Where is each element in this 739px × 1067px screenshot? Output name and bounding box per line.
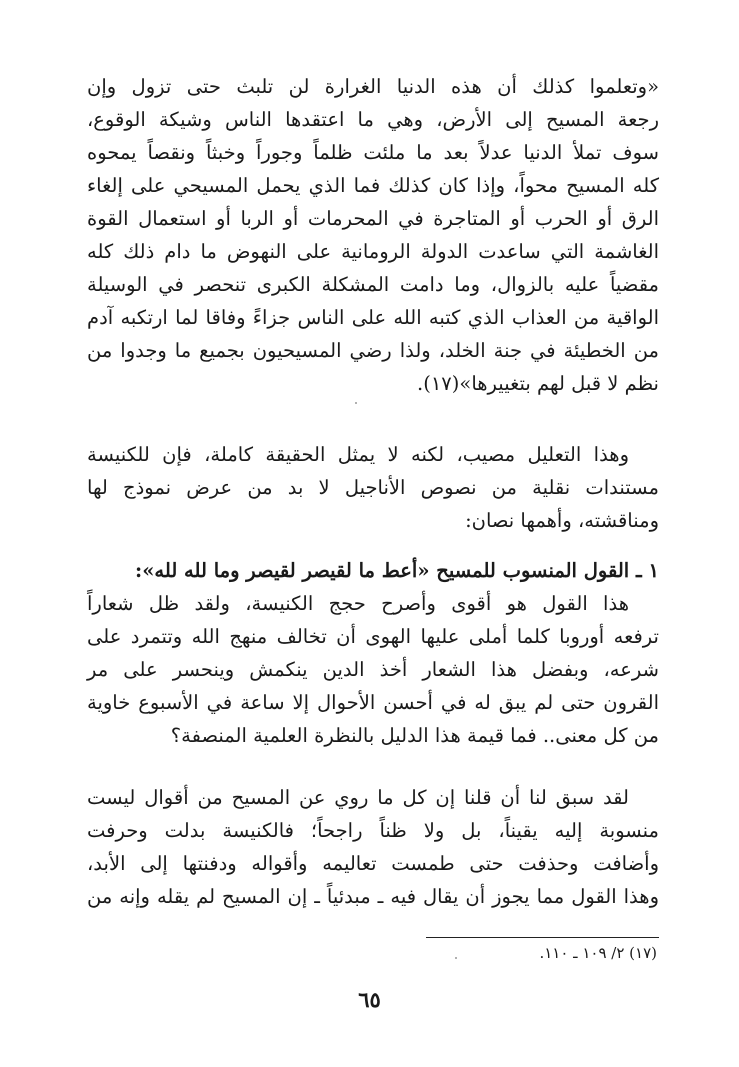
text-line: شرعه، وبفضل هذا الشعار أخذ الدين ينكمش وينحسر على مر (87, 658, 659, 681)
text-line: رجعة المسيح إلى الأرض، وهي ما اعتقدها الناس وشيكة الوقوع، (87, 108, 659, 131)
text-line: ترفعه أوروبا كلما أملى عليها الهوى أن تخالف منهج الله وتتمرد على (87, 625, 659, 648)
body-paragraph (87, 781, 659, 913)
text-line: سوف تملأ الدنيا عدلاً بعد ما ملئت ظلماً وجوراً وخبثاً ونقصاً يمحوه (87, 141, 659, 164)
text-line: القرون حتى لم يبق له في أحسن الأحوال إلا ساعة في الأسبوع خاوية (87, 691, 659, 714)
paper-speck (355, 402, 357, 404)
text-line: كله المسيح محواً، وإذا كان كذلك فما الذي يحمل المسيحي على إلغاء (87, 174, 659, 197)
section-heading: ١ ـ القول المنسوب للمسيح «أعط ما لقيصر لقيصر وما لله لله»: (135, 559, 659, 582)
text-line: الغاشمة التي ساعدت الدولة الرومانية على النهوض ما دام ذلك كله (87, 240, 659, 263)
body-paragraph (87, 438, 659, 537)
quote-paragraph (87, 70, 659, 400)
text-line: ومناقشته، وأهمها نصان: (465, 509, 659, 532)
text-line: من الخطيئة في جنة الخلد، ولذا رضي المسيحيون بجميع ما وجدوا من (87, 339, 659, 362)
text-line: هذا القول هو أقوى وأصرح حجج الكنيسة، ولقد ظل شعاراً (87, 592, 629, 615)
section-paragraph (87, 554, 659, 752)
text-line: منسوبة إليه يقيناً، بل ولا ظناً راجحاً؛ فالكنيسة بدلت وحرفت (87, 819, 659, 842)
page-number: ٦٥ (358, 987, 381, 1012)
text-line: نظم لا قبل لهم بتغييرها»(١٧). (417, 372, 659, 395)
footnote-divider (426, 937, 659, 938)
text-line: وهذا القول مما يجوز أن يقال فيه ـ مبدئياً ـ إن المسيح لم يقله وإنه من (87, 885, 659, 908)
text-line: الرق أو الحرب أو المتاجرة في المحرمات أو الربا أو استعمال القوة (87, 207, 659, 230)
text-line: وأضافت وحذفت حتى طمست تعاليمه وأقواله ودفنتها إلى الأبد، (87, 852, 659, 875)
text-line: «وتعلموا كذلك أن هذه الدنيا الغرارة لن تلبث حتى تزول وإن (87, 75, 659, 98)
text-line: مستندات نقلية من نصوص الأناجيل لا بد من عرض نموذج لها (87, 476, 659, 499)
text-line: الواقية من العذاب الذي كتبه الله على الناس جزاءً وفاقا لما ارتكبه آدم (87, 306, 659, 329)
text-line: وهذا التعليل مصيب، لكنه لا يمثل الحقيقة كاملة، فإن للكنيسة (87, 443, 629, 466)
footnote: (١٧) ٢/ ١٠٩ ـ ١١٠. (539, 944, 657, 962)
paper-speck (455, 957, 457, 959)
text-line: لقد سبق لنا أن قلنا إن كل ما روي عن المسيح من أقوال ليست (87, 786, 629, 809)
text-line: مقضياً عليه بالزوال، وما دامت المشكلة الكبرى تنحصر في الوسيلة (87, 273, 659, 296)
text-line: من كل معنى.. فما قيمة هذا الدليل بالنظرة العلمية المنصفة؟ (170, 724, 659, 747)
